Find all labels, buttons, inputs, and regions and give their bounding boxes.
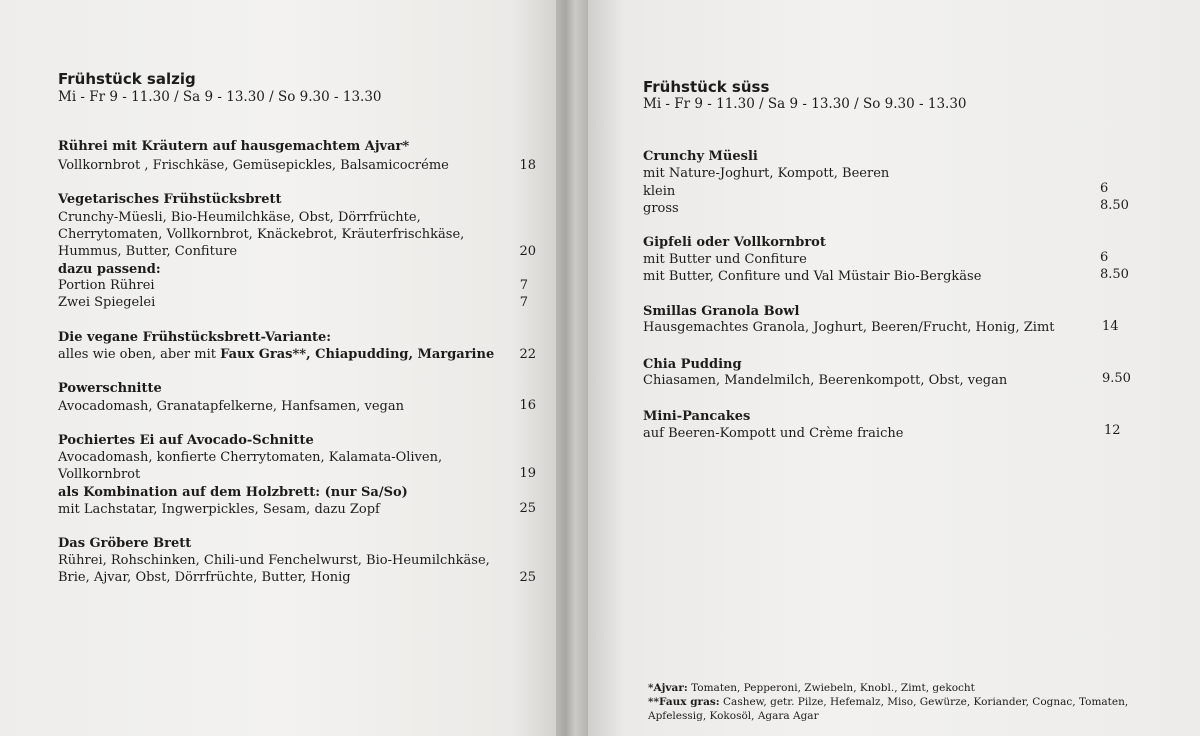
footnote-text: Tomaten, Pepperoni, Zwiebeln, Knobl., Zimt, gekocht	[687, 682, 975, 694]
menu-item-desc: Avocadomash, konfierte Cherrytomaten, Kalamata-Oliven,	[58, 450, 443, 465]
menu-item-desc: Avocadomash, Granatapfelkerne, Hanfsamen, vegan	[58, 399, 404, 414]
extra-price: 7	[519, 295, 528, 310]
menu-item-desc: Hummus, Butter, Confiture	[58, 244, 238, 259]
combo-price: 25	[519, 501, 536, 516]
menu-item-desc: Hausgemachtes Granola, Joghurt, Beeren/Frucht, Honig, Zimt	[643, 320, 1055, 335]
extras-title: dazu passend:	[58, 262, 161, 277]
variant-label: gross	[643, 201, 679, 216]
menu-item-desc: Brie, Ajvar, Obst, Dörrfrüchte, Butter, Honig	[58, 570, 351, 585]
variant-label: klein	[643, 184, 676, 199]
extra-label: Zwei Spiegelei	[58, 295, 156, 310]
menu-item-name: Chia Pudding	[643, 357, 742, 372]
menu-item-name: Rührei mit Kräutern auf hausgemachtem Ajvar*	[58, 139, 410, 154]
menu-item-name: Pochiertes Ei auf Avocado-Schnitte	[58, 433, 314, 448]
menu-item-desc: auf Beeren-Kompott und Crème fraiche	[643, 426, 904, 441]
menu-item-desc: Crunchy-Müesli, Bio-Heumilchkäse, Obst, Dörrfrüchte,	[58, 210, 421, 225]
footnote-ajvar	[648, 682, 975, 695]
menu-item-price: 12	[1104, 423, 1121, 438]
menu-item-desc-bold: Faux Gras**, Chiapudding, Margarine	[220, 347, 495, 362]
menu-item-name: Powerschnitte	[58, 381, 162, 396]
combo-desc: mit Lachstatar, Ingwerpickles, Sesam, dazu Zopf	[58, 502, 380, 517]
menu-item-price: 20	[519, 244, 536, 259]
footnote-text: Cashew, getr. Pilze, Hefemalz, Miso, Gewürze, Koriander, Cognac, Tomaten,	[719, 696, 1129, 708]
variant-price: 8.50	[1100, 267, 1129, 282]
footnote-faux-gras	[648, 696, 1128, 709]
menu-item-price: 19	[519, 466, 536, 481]
combo-title: als Kombination auf dem Holzbrett: (nur Sa/So)	[58, 485, 408, 500]
menu-item-desc: Vollkornbrot , Frischkäse, Gemüsepickles, Balsamicocréme	[58, 158, 449, 173]
footnote-label: **Faux gras:	[648, 696, 720, 708]
menu-item-name: Mini-Pancakes	[643, 409, 751, 424]
opening-hours: Mi - Fr 9 - 11.30 / Sa 9 - 13.30 / So 9.30 - 13.30	[58, 89, 382, 105]
menu-item-price: 25	[519, 570, 536, 585]
variant-label: mit Butter, Confiture und Val Müstair Bio-Bergkäse	[643, 269, 982, 284]
extra-label: Portion Rührei	[58, 278, 155, 293]
section-title-savory: Frühstück salzig	[58, 70, 196, 88]
menu-item-desc: Cherrytomaten, Vollkornbrot, Knäckebrot, Kräuterfrischkäse,	[58, 227, 465, 242]
extra-price: 7	[519, 278, 528, 293]
variant-price: 6	[1100, 181, 1109, 196]
menu-item-name: Crunchy Müesli	[643, 149, 758, 164]
variant-price: 8.50	[1100, 198, 1129, 213]
menu-item-price: 16	[519, 398, 536, 413]
footnote-faux-gras-cont: Apfelessig, Kokosöl, Agara Agar	[648, 710, 819, 722]
menu-item-desc: Vollkornbrot	[58, 467, 141, 482]
menu-item-desc: Chiasamen, Mandelmilch, Beerenkompott, Obst, vegan	[643, 373, 1008, 388]
menu-item-price: 18	[519, 158, 536, 173]
menu-item-name: Gipfeli oder Vollkornbrot	[643, 235, 826, 250]
menu-page-right	[588, 0, 1200, 736]
menu-item-desc-plain: alles wie oben, aber mit	[58, 347, 221, 362]
book-gutter	[556, 0, 588, 736]
menu-item-desc: mit Nature-Joghurt, Kompott, Beeren	[643, 166, 890, 181]
menu-item-desc	[58, 347, 494, 363]
menu-item-price: 9.50	[1102, 371, 1131, 386]
menu-item-desc: Rührei, Rohschinken, Chili-und Fenchelwurst, Bio-Heumilchkäse,	[58, 553, 490, 568]
menu-item-name: Die vegane Frühstücksbrett-Variante:	[58, 330, 332, 345]
footnote-label: *Ajvar:	[648, 682, 688, 694]
variant-price: 6	[1100, 250, 1109, 265]
menu-page-left	[0, 0, 556, 736]
section-title-sweet: Frühstück süss	[643, 78, 770, 96]
menu-item-price: 14	[1102, 319, 1119, 334]
menu-item-name: Vegetarisches Frühstücksbrett	[58, 192, 282, 207]
variant-label: mit Butter und Confiture	[643, 252, 807, 267]
menu-item-price: 22	[519, 347, 536, 362]
opening-hours: Mi - Fr 9 - 11.30 / Sa 9 - 13.30 / So 9.30 - 13.30	[643, 96, 967, 112]
menu-item-name: Das Gröbere Brett	[58, 536, 192, 551]
menu-item-name: Smillas Granola Bowl	[643, 304, 800, 319]
